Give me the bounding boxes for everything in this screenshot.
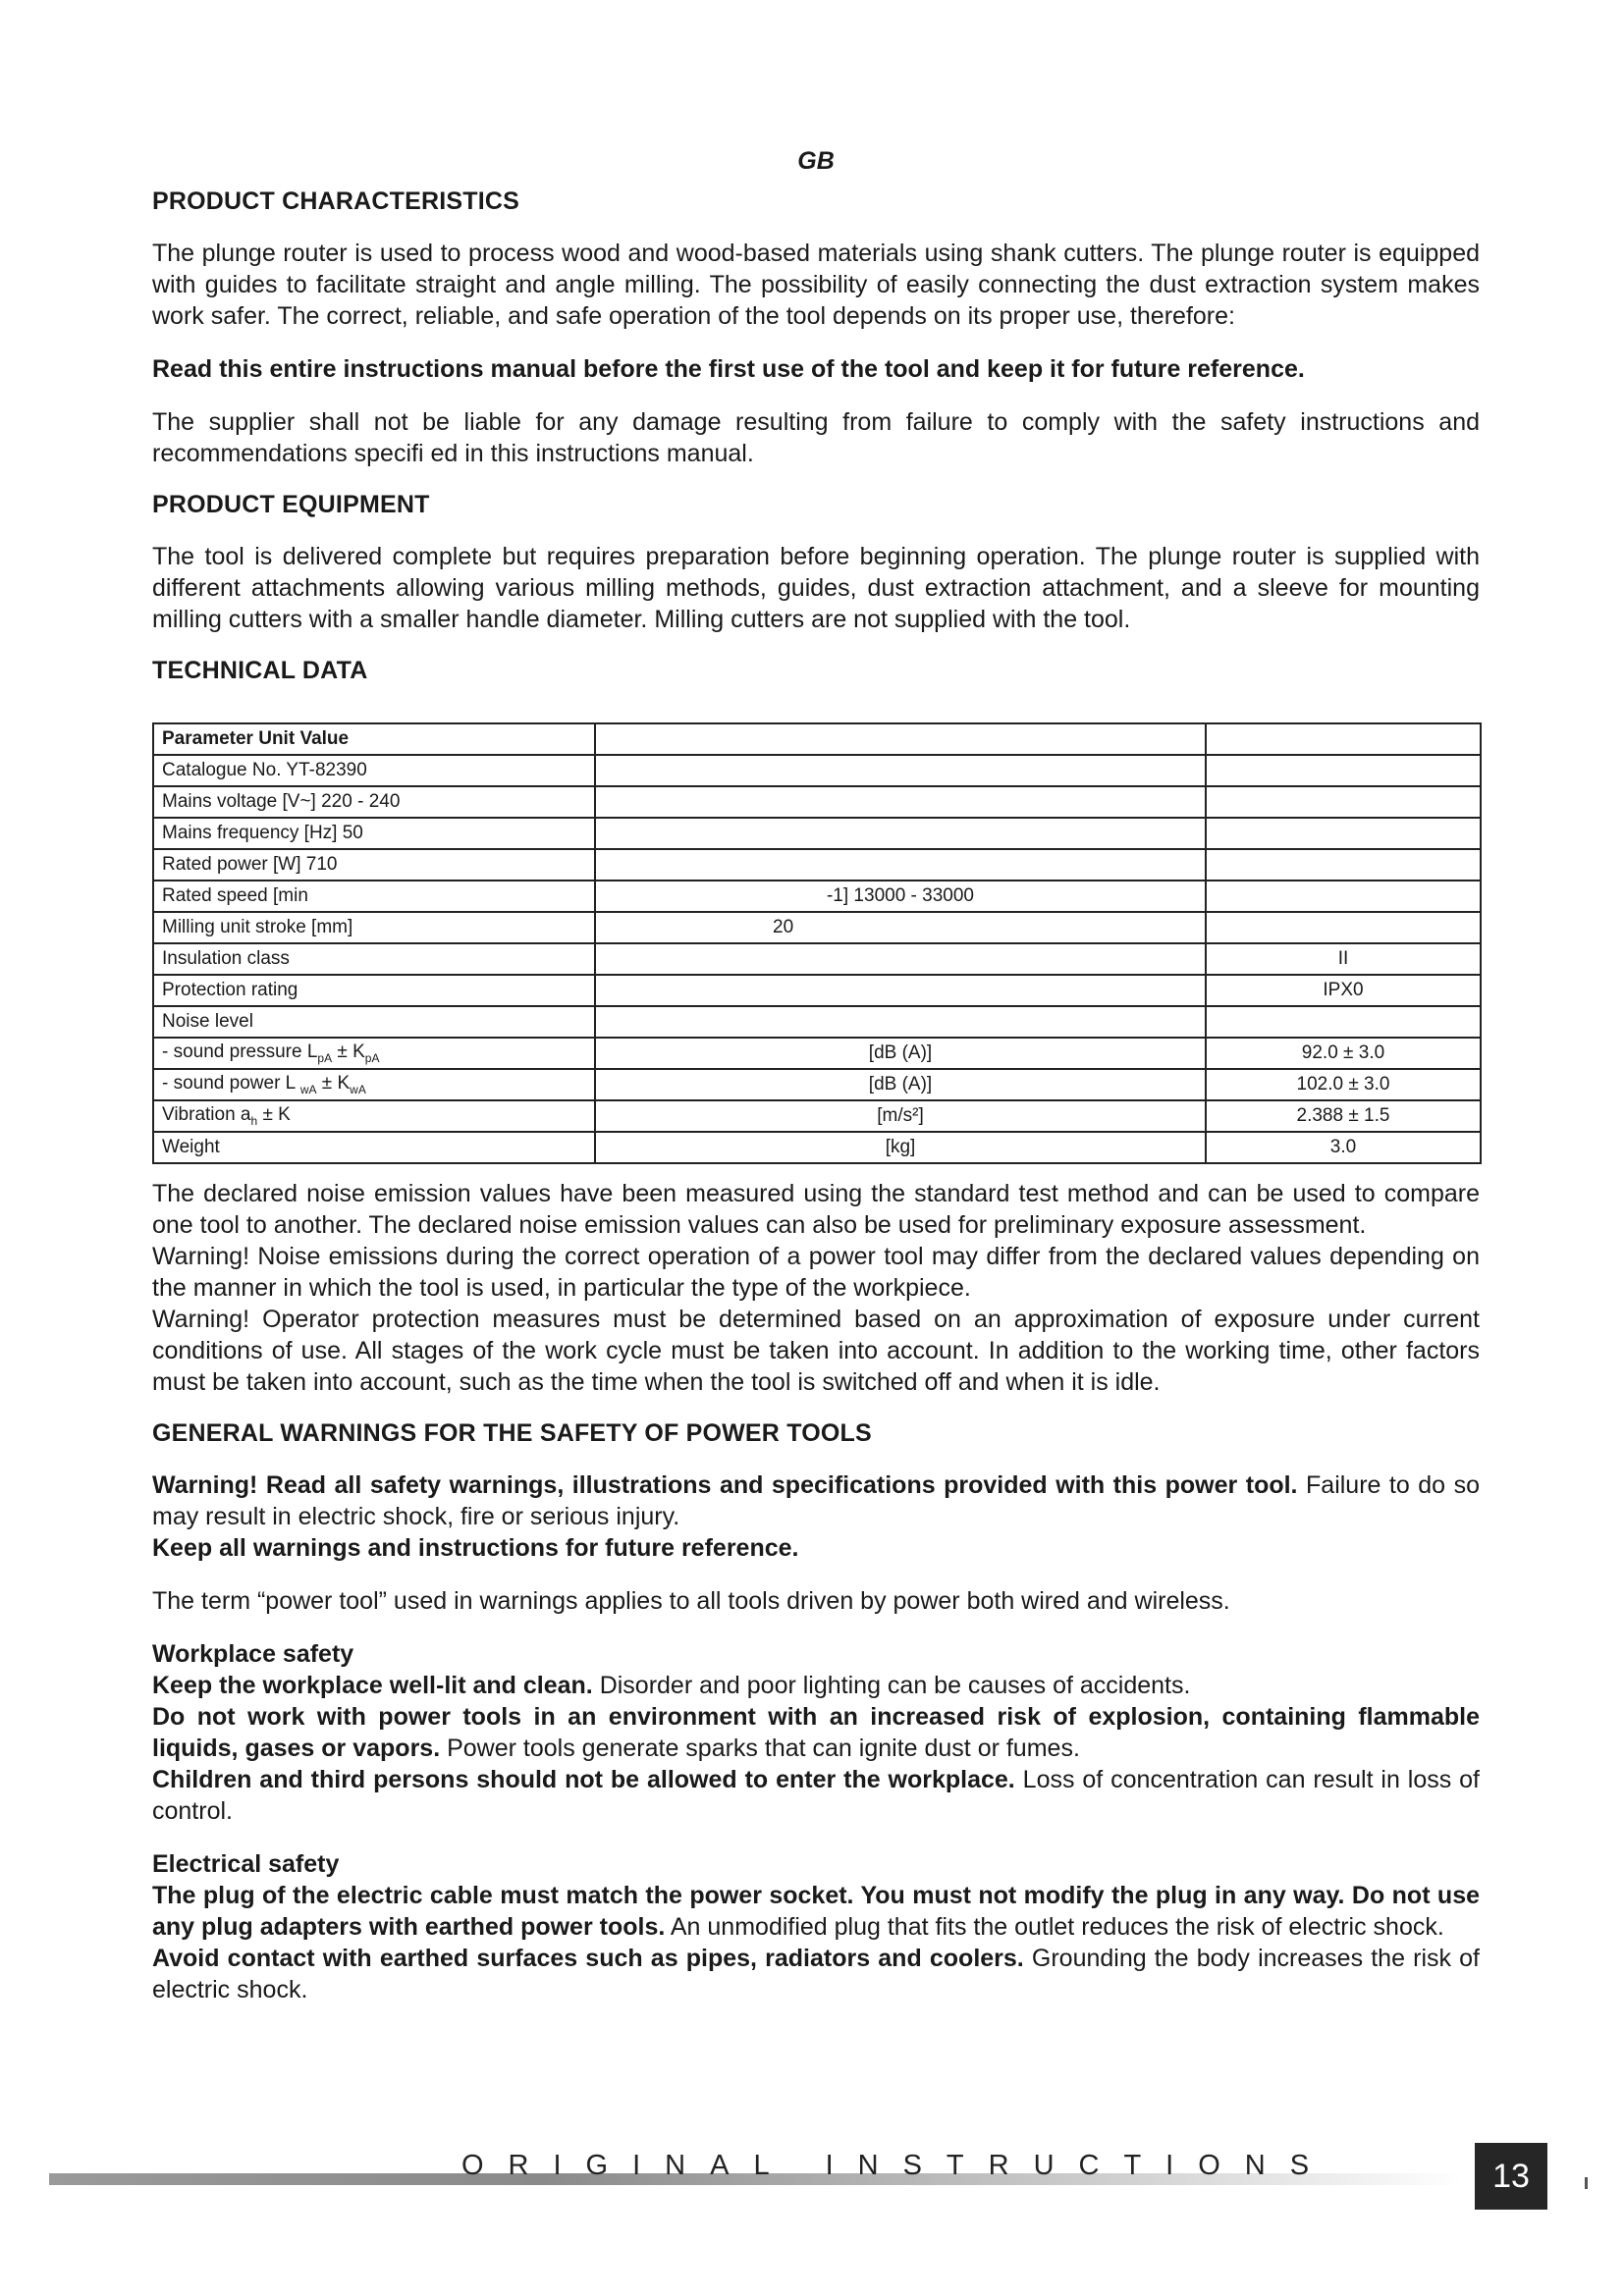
page-number: 13 xyxy=(1475,2143,1547,2210)
heading-general-warnings: GENERAL WARNINGS FOR THE SAFETY OF POWER TOOLS xyxy=(152,1419,872,1447)
paragraph-workplace-lit: Keep the workplace well-lit and clean. Disorder and poor lighting can be causes of accidents. xyxy=(152,1672,1191,1699)
technical-data-table xyxy=(152,722,1482,1164)
heading-product-characteristics: PRODUCT CHARACTERISTICS xyxy=(152,187,520,215)
page-content xyxy=(152,147,1480,2005)
table-row: Mains voltage [V~] 220 - 240 xyxy=(153,786,1481,818)
table-row: - sound power L $_{wA} \pm K_{wA}$ [dB (A)] 102.0 ± 3.0 xyxy=(153,1069,1481,1100)
table-row: Rated speed [min -1] 13000 - 33000 xyxy=(153,881,1481,912)
heading-electrical-safety: Electrical safety xyxy=(152,1850,340,1878)
table-row: Protection rating IPX0 xyxy=(153,975,1481,1006)
table-row: - sound pressure $L_{pA} \pm K_{pA}$ [dB (A)] 92.0 ± 3.0 xyxy=(153,1038,1481,1069)
paragraph-children: Children and third persons should not be allowed to enter the workplace. Loss of concentration can result in loss of control. xyxy=(152,1766,1481,1825)
paragraph-liability: The supplier shall not be liable for any damage resulting from failure to comply with the safety instructions and recommendations specifi ed in this instructions manual. xyxy=(152,408,1480,467)
paragraph-operator-warning: Warning! Operator protection measures must be determined based on an approximation of exposure under current conditions of use. All stages of the work cycle must be taken into account. In addition to the working time, other factors must be taken into account, such as the time when the tool is switched off and when it is idle. xyxy=(152,1306,1480,1396)
heading-workplace-safety: Workplace safety xyxy=(152,1640,354,1668)
paragraph-noise-declared: The declared noise emission values have been measured using the standard test method and can be used to compare one tool to another. The declared noise emission values can also be used for preliminary exposure assessment. xyxy=(152,1180,1480,1239)
paragraph-intro: The plunge router is used to process wood and wood-based materials using shank cutters. The plunge router is equipped with guides to facilitate straight and angle milling. The possibility of easily connecting the dust extraction system makes work safer. The correct, reliable, and safe operation of the tool depends on its proper use, therefore: xyxy=(152,240,1480,330)
language-code: GB xyxy=(797,147,835,175)
table-row: Insulation class II xyxy=(153,943,1481,975)
paragraph-explosion-risk: Do not work with power tools in an environment with an increased risk of explosion, containing flammable liquids, gases or vapors. Power tools generate sparks that can ignite dust or fumes. xyxy=(152,1703,1480,1762)
paragraph-term-power-tool: The term “power tool” used in warnings applies to all tools driven by power both wired and wireless. xyxy=(152,1587,1230,1615)
table-row: Parameter Unit Value xyxy=(153,723,1481,755)
heading-technical-data: TECHNICAL DATA xyxy=(152,657,368,684)
table-row: Weight [kg] 3.0 xyxy=(153,1132,1481,1163)
paragraph-keep-warnings: Keep all warnings and instructions for future reference. xyxy=(152,1534,799,1562)
paragraph-noise-warning: Warning! Noise emissions during the correct operation of a power tool may differ from the declared values depending on the manner in which the tool is used, in particular the type of the workpiece. xyxy=(152,1243,1480,1302)
table-row: Vibration $a_h \pm K$ [m/s²] 2.388 ± 1.5 xyxy=(153,1100,1481,1132)
heading-product-equipment: PRODUCT EQUIPMENT xyxy=(152,491,430,518)
table-row: Milling unit stroke [mm] 20 xyxy=(153,912,1481,943)
table-row: Noise level xyxy=(153,1006,1481,1038)
paragraph-read-warnings: Warning! Read all safety warnings, illustrations and specifications provided with this power tool. Failure to do so may result in electric shock, fire or serious injury. xyxy=(152,1471,1480,1530)
paragraph-plug: The plug of the electric cable must match the power socket. You must not modify the plug in any way. Do not use any plug adapters with earthed power tools. An unmodified plug that fits the outlet reduces the risk of electric shock. xyxy=(152,1882,1480,1941)
paragraph-read-manual: Read this entire instructions manual before the first use of the tool and keep it for future reference. xyxy=(152,355,1305,383)
table-row: Mains frequency [Hz] 50 xyxy=(153,818,1481,849)
footer-label: ORIGINAL INSTRUCTIONS xyxy=(461,2150,1334,2181)
table-row: Catalogue No. YT-82390 xyxy=(153,755,1481,786)
edge-tick xyxy=(1585,2177,1588,2189)
table-row: Rated power [W] 710 xyxy=(153,849,1481,881)
paragraph-earthed-surfaces: Avoid contact with earthed surfaces such as pipes, radiators and coolers. Grounding the body increases the risk of electric shock. xyxy=(152,1945,1480,2003)
paragraph-equipment: The tool is delivered complete but requires preparation before beginning operation. The plunge router is supplied with different attachments allowing various milling methods, guides, dust extraction attachment, and a sleeve for mounting milling cutters with a smaller handle diameter. Milling cutters are not supplied with the tool. xyxy=(152,543,1480,633)
